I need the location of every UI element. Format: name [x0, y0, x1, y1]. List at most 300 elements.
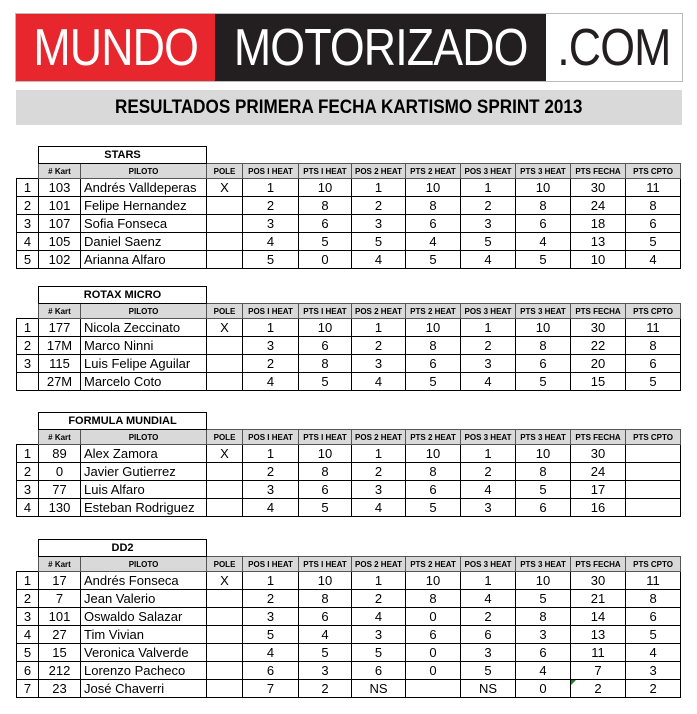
- pole-cell: [207, 373, 243, 391]
- fecha-cell: 30: [571, 445, 626, 463]
- pole-cell: [207, 233, 243, 251]
- column-header: POLE: [207, 557, 243, 572]
- t2-cell: 0: [406, 608, 461, 626]
- cpto-cell: 3: [626, 662, 681, 680]
- t2-cell: 6: [406, 215, 461, 233]
- piloto-cell: Javier Gutierrez: [81, 463, 207, 481]
- p1-cell: 5: [243, 626, 299, 644]
- piloto-cell: Felipe Hernandez: [81, 197, 207, 215]
- p1-cell: 2: [243, 463, 299, 481]
- cpto-cell: 2: [626, 680, 681, 698]
- p1-cell: 2: [243, 355, 299, 373]
- t2-cell: 6: [406, 626, 461, 644]
- t3-cell: 10: [516, 445, 571, 463]
- results-table: [16, 539, 681, 698]
- t1-cell: 2: [299, 680, 352, 698]
- t1-cell: 5: [299, 373, 352, 391]
- column-header: POLE: [207, 304, 243, 319]
- column-header: POS 2 HEAT: [352, 430, 406, 445]
- fecha-cell: 7: [571, 662, 626, 680]
- piloto-cell: Marcelo Coto: [81, 373, 207, 391]
- t2-cell: 8: [406, 590, 461, 608]
- t2-cell: 0: [406, 662, 461, 680]
- piloto-cell: Tim Vivian: [81, 626, 207, 644]
- position-cell: [17, 373, 39, 391]
- piloto-cell: Lorenzo Pacheco: [81, 662, 207, 680]
- fecha-cell: 16: [571, 499, 626, 517]
- column-header: PTS 2 HEAT: [406, 430, 461, 445]
- table-row: [17, 251, 681, 269]
- pole-cell: X: [207, 445, 243, 463]
- column-header: PTS CPTO: [626, 164, 681, 179]
- column-header: PTS FECHA: [571, 430, 626, 445]
- cpto-cell: 11: [626, 572, 681, 590]
- p3-cell: 4: [461, 590, 516, 608]
- pole-cell: X: [207, 319, 243, 337]
- p2-cell: 4: [352, 373, 406, 391]
- piloto-cell: Luis Alfaro: [81, 481, 207, 499]
- position-cell: 2: [17, 463, 39, 481]
- kart-cell: 27M: [39, 373, 81, 391]
- t1-cell: 5: [299, 644, 352, 662]
- t2-cell: 5: [406, 499, 461, 517]
- cpto-cell: 11: [626, 319, 681, 337]
- kart-cell: 17M: [39, 337, 81, 355]
- column-header: POS 2 HEAT: [352, 304, 406, 319]
- p3-cell: 3: [461, 644, 516, 662]
- table-row: [17, 626, 681, 644]
- kart-cell: 103: [39, 179, 81, 197]
- fecha-cell: 30: [571, 572, 626, 590]
- results-section: [16, 412, 681, 517]
- column-header: PTS FECHA: [571, 164, 626, 179]
- t1-cell: 10: [299, 319, 352, 337]
- site-logo: [15, 13, 683, 82]
- pole-cell: X: [207, 179, 243, 197]
- p1-cell: 2: [243, 590, 299, 608]
- t3-cell: 6: [516, 215, 571, 233]
- column-header: PTS 2 HEAT: [406, 164, 461, 179]
- results-section: [16, 539, 681, 698]
- t1-cell: 3: [299, 662, 352, 680]
- t3-cell: 3: [516, 626, 571, 644]
- p2-cell: 4: [352, 251, 406, 269]
- column-header: PILOTO: [81, 164, 207, 179]
- column-header: # Kart: [39, 430, 81, 445]
- p3-cell: NS: [461, 680, 516, 698]
- fecha-cell: 10: [571, 251, 626, 269]
- pole-cell: [207, 662, 243, 680]
- fecha-cell: 15: [571, 373, 626, 391]
- t3-cell: 4: [516, 233, 571, 251]
- cpto-cell: 6: [626, 608, 681, 626]
- p2-cell: 3: [352, 215, 406, 233]
- p2-cell: 1: [352, 319, 406, 337]
- p3-cell: 3: [461, 215, 516, 233]
- p3-cell: 1: [461, 179, 516, 197]
- fecha-cell: 13: [571, 626, 626, 644]
- fecha-cell: 20: [571, 355, 626, 373]
- piloto-cell: José Chaverri: [81, 680, 207, 698]
- position-cell: 1: [17, 572, 39, 590]
- piloto-cell: Andrés Fonseca: [81, 572, 207, 590]
- position-cell: 6: [17, 662, 39, 680]
- pole-cell: [207, 680, 243, 698]
- p1-cell: 1: [243, 179, 299, 197]
- t1-cell: 0: [299, 251, 352, 269]
- fecha-cell: 18: [571, 215, 626, 233]
- position-cell: 5: [17, 644, 39, 662]
- column-header: PTS FECHA: [571, 557, 626, 572]
- t1-cell: 6: [299, 215, 352, 233]
- cpto-cell: [626, 445, 681, 463]
- pole-cell: [207, 197, 243, 215]
- cpto-cell: 5: [626, 233, 681, 251]
- p3-cell: 4: [461, 481, 516, 499]
- p2-cell: 6: [352, 662, 406, 680]
- t1-cell: 5: [299, 233, 352, 251]
- position-cell: 5: [17, 251, 39, 269]
- table-row: [17, 337, 681, 355]
- position-cell: 7: [17, 680, 39, 698]
- category-title: STARS: [39, 147, 207, 164]
- position-cell: 2: [17, 197, 39, 215]
- column-header: PTS CPTO: [626, 557, 681, 572]
- p1-cell: 4: [243, 373, 299, 391]
- p1-cell: 4: [243, 644, 299, 662]
- position-cell: 4: [17, 626, 39, 644]
- results-table: [16, 146, 681, 269]
- t2-cell: 10: [406, 319, 461, 337]
- p3-cell: 2: [461, 608, 516, 626]
- p1-cell: 4: [243, 233, 299, 251]
- cpto-cell: 4: [626, 644, 681, 662]
- table-row: [17, 319, 681, 337]
- kart-cell: 212: [39, 662, 81, 680]
- table-row: [17, 463, 681, 481]
- column-header: POS 3 HEAT: [461, 557, 516, 572]
- column-header: POS 3 HEAT: [461, 164, 516, 179]
- p3-cell: 4: [461, 251, 516, 269]
- column-header: PTS 2 HEAT: [406, 557, 461, 572]
- t2-cell: 8: [406, 337, 461, 355]
- column-header: # Kart: [39, 304, 81, 319]
- position-cell: 4: [17, 233, 39, 251]
- t2-cell: 10: [406, 572, 461, 590]
- position-cell: 3: [17, 481, 39, 499]
- column-header: PTS I HEAT: [299, 557, 352, 572]
- p2-cell: 2: [352, 590, 406, 608]
- position-cell: 3: [17, 215, 39, 233]
- piloto-cell: Esteban Rodriguez: [81, 499, 207, 517]
- fecha-cell: 24: [571, 197, 626, 215]
- kart-cell: 15: [39, 644, 81, 662]
- results-table: [16, 286, 681, 391]
- t2-cell: 10: [406, 445, 461, 463]
- kart-cell: 23: [39, 680, 81, 698]
- t1-cell: 8: [299, 355, 352, 373]
- kart-cell: 102: [39, 251, 81, 269]
- column-header: PTS 3 HEAT: [516, 304, 571, 319]
- fecha-cell: 22: [571, 337, 626, 355]
- p2-cell: 1: [352, 445, 406, 463]
- pole-cell: [207, 251, 243, 269]
- t2-cell: 8: [406, 463, 461, 481]
- p3-cell: 2: [461, 337, 516, 355]
- t3-cell: 4: [516, 662, 571, 680]
- t1-cell: 10: [299, 572, 352, 590]
- t3-cell: 5: [516, 590, 571, 608]
- p2-cell: 2: [352, 197, 406, 215]
- position-cell: 2: [17, 337, 39, 355]
- column-header: PTS FECHA: [571, 304, 626, 319]
- p1-cell: 2: [243, 197, 299, 215]
- fecha-cell: 2: [571, 680, 626, 698]
- column-header: PTS I HEAT: [299, 164, 352, 179]
- cpto-cell: 11: [626, 179, 681, 197]
- p3-cell: 1: [461, 445, 516, 463]
- position-cell: 1: [17, 445, 39, 463]
- column-header: # Kart: [39, 164, 81, 179]
- t2-cell: 4: [406, 233, 461, 251]
- column-header: PTS 3 HEAT: [516, 557, 571, 572]
- kart-cell: 101: [39, 197, 81, 215]
- cpto-cell: 4: [626, 251, 681, 269]
- pole-cell: [207, 337, 243, 355]
- t1-cell: 10: [299, 445, 352, 463]
- column-header: POS 2 HEAT: [352, 164, 406, 179]
- table-row: [17, 572, 681, 590]
- p1-cell: 5: [243, 251, 299, 269]
- p3-cell: 5: [461, 233, 516, 251]
- p3-cell: 1: [461, 319, 516, 337]
- t1-cell: 8: [299, 197, 352, 215]
- cpto-cell: 8: [626, 337, 681, 355]
- cpto-cell: [626, 481, 681, 499]
- piloto-cell: Daniel Saenz: [81, 233, 207, 251]
- column-header: POS 2 HEAT: [352, 557, 406, 572]
- column-header: POS I HEAT: [243, 164, 299, 179]
- pole-cell: [207, 499, 243, 517]
- kart-cell: 89: [39, 445, 81, 463]
- p3-cell: 2: [461, 197, 516, 215]
- p2-cell: 3: [352, 481, 406, 499]
- table-row: [17, 445, 681, 463]
- t2-cell: 5: [406, 373, 461, 391]
- piloto-cell: Sofia Fonseca: [81, 215, 207, 233]
- p2-cell: 5: [352, 644, 406, 662]
- piloto-cell: Arianna Alfaro: [81, 251, 207, 269]
- t3-cell: 5: [516, 251, 571, 269]
- t3-cell: 5: [516, 373, 571, 391]
- kart-cell: 177: [39, 319, 81, 337]
- kart-cell: 101: [39, 608, 81, 626]
- piloto-cell: Veronica Valverde: [81, 644, 207, 662]
- p1-cell: 3: [243, 608, 299, 626]
- pole-cell: [207, 355, 243, 373]
- t3-cell: 0: [516, 680, 571, 698]
- pole-cell: [207, 626, 243, 644]
- fecha-cell: 11: [571, 644, 626, 662]
- table-row: [17, 499, 681, 517]
- column-header: POS I HEAT: [243, 304, 299, 319]
- table-row: [17, 197, 681, 215]
- results-section: [16, 286, 681, 391]
- pole-cell: X: [207, 572, 243, 590]
- results-table: [16, 412, 681, 517]
- t1-cell: 8: [299, 590, 352, 608]
- p2-cell: 4: [352, 608, 406, 626]
- p3-cell: 3: [461, 499, 516, 517]
- t1-cell: 6: [299, 481, 352, 499]
- kart-cell: 107: [39, 215, 81, 233]
- p2-cell: 2: [352, 337, 406, 355]
- p3-cell: 2: [461, 463, 516, 481]
- t3-cell: 8: [516, 608, 571, 626]
- p2-cell: 5: [352, 233, 406, 251]
- p1-cell: 1: [243, 572, 299, 590]
- p1-cell: 1: [243, 445, 299, 463]
- position-cell: 1: [17, 179, 39, 197]
- pole-cell: [207, 644, 243, 662]
- piloto-cell: Marco Ninni: [81, 337, 207, 355]
- pole-cell: [207, 481, 243, 499]
- category-title: ROTAX MICRO: [39, 287, 207, 304]
- piloto-cell: Oswaldo Salazar: [81, 608, 207, 626]
- cpto-cell: 5: [626, 373, 681, 391]
- t1-cell: 10: [299, 179, 352, 197]
- category-title: DD2: [39, 540, 207, 557]
- position-cell: 1: [17, 319, 39, 337]
- t2-cell: 5: [406, 251, 461, 269]
- cpto-cell: 8: [626, 590, 681, 608]
- p2-cell: NS: [352, 680, 406, 698]
- fecha-cell: 30: [571, 179, 626, 197]
- column-header: PILOTO: [81, 557, 207, 572]
- cpto-cell: 8: [626, 197, 681, 215]
- cpto-cell: [626, 499, 681, 517]
- cpto-cell: 6: [626, 355, 681, 373]
- column-header: PTS I HEAT: [299, 430, 352, 445]
- piloto-cell: Luis Felipe Aguilar: [81, 355, 207, 373]
- p3-cell: 5: [461, 662, 516, 680]
- table-row: [17, 644, 681, 662]
- results-section: [16, 146, 681, 269]
- pole-cell: [207, 590, 243, 608]
- t3-cell: 5: [516, 481, 571, 499]
- t3-cell: 6: [516, 499, 571, 517]
- t1-cell: 4: [299, 626, 352, 644]
- fecha-cell: 14: [571, 608, 626, 626]
- piloto-cell: Nicola Zeccinato: [81, 319, 207, 337]
- column-header: POS 3 HEAT: [461, 430, 516, 445]
- p2-cell: 4: [352, 499, 406, 517]
- column-header: PTS CPTO: [626, 304, 681, 319]
- fecha-cell: 30: [571, 319, 626, 337]
- t2-cell: 10: [406, 179, 461, 197]
- p1-cell: 3: [243, 481, 299, 499]
- cpto-cell: [626, 463, 681, 481]
- t2-cell: 6: [406, 355, 461, 373]
- table-row: [17, 233, 681, 251]
- p2-cell: 3: [352, 355, 406, 373]
- pole-cell: [207, 463, 243, 481]
- position-cell: 4: [17, 499, 39, 517]
- column-header: PTS 2 HEAT: [406, 304, 461, 319]
- piloto-cell: Alex Zamora: [81, 445, 207, 463]
- fecha-cell: 13: [571, 233, 626, 251]
- t3-cell: 10: [516, 179, 571, 197]
- kart-cell: 0: [39, 463, 81, 481]
- fecha-cell: 24: [571, 463, 626, 481]
- t1-cell: 6: [299, 337, 352, 355]
- table-row: [17, 590, 681, 608]
- p2-cell: 1: [352, 179, 406, 197]
- fecha-cell: 17: [571, 481, 626, 499]
- table-row: [17, 179, 681, 197]
- table-row: [17, 373, 681, 391]
- cpto-cell: 6: [626, 215, 681, 233]
- position-cell: 3: [17, 355, 39, 373]
- p2-cell: 2: [352, 463, 406, 481]
- t2-cell: 8: [406, 197, 461, 215]
- column-header: # Kart: [39, 557, 81, 572]
- p3-cell: 6: [461, 626, 516, 644]
- piloto-cell: Jean Valerio: [81, 590, 207, 608]
- column-header: POS I HEAT: [243, 557, 299, 572]
- column-header: POLE: [207, 164, 243, 179]
- logo-motorizado: MOTORIZADO: [215, 14, 546, 81]
- column-header: POS I HEAT: [243, 430, 299, 445]
- column-header: PILOTO: [81, 430, 207, 445]
- kart-cell: 105: [39, 233, 81, 251]
- logo-com: .COM: [546, 14, 682, 81]
- p3-cell: 3: [461, 355, 516, 373]
- t3-cell: 8: [516, 197, 571, 215]
- table-row: [17, 608, 681, 626]
- column-header: PTS I HEAT: [299, 304, 352, 319]
- p1-cell: 1: [243, 319, 299, 337]
- pole-cell: [207, 608, 243, 626]
- t3-cell: 6: [516, 644, 571, 662]
- p2-cell: 1: [352, 572, 406, 590]
- p1-cell: 3: [243, 337, 299, 355]
- position-cell: 3: [17, 608, 39, 626]
- table-row: [17, 481, 681, 499]
- p2-cell: 3: [352, 626, 406, 644]
- t3-cell: 10: [516, 572, 571, 590]
- category-title: FORMULA MUNDIAL: [39, 413, 207, 430]
- t3-cell: 10: [516, 319, 571, 337]
- kart-cell: 115: [39, 355, 81, 373]
- logo-mundo: MUNDO: [16, 14, 215, 81]
- kart-cell: 130: [39, 499, 81, 517]
- p1-cell: 6: [243, 662, 299, 680]
- position-cell: 2: [17, 590, 39, 608]
- table-row: [17, 680, 681, 698]
- kart-cell: 7: [39, 590, 81, 608]
- p1-cell: 4: [243, 499, 299, 517]
- t1-cell: 5: [299, 499, 352, 517]
- cpto-cell: 5: [626, 626, 681, 644]
- piloto-cell: Andrés Valldeperas: [81, 179, 207, 197]
- p3-cell: 4: [461, 373, 516, 391]
- kart-cell: 17: [39, 572, 81, 590]
- table-row: [17, 355, 681, 373]
- column-header: POS 3 HEAT: [461, 304, 516, 319]
- t3-cell: 6: [516, 355, 571, 373]
- column-header: PTS 3 HEAT: [516, 430, 571, 445]
